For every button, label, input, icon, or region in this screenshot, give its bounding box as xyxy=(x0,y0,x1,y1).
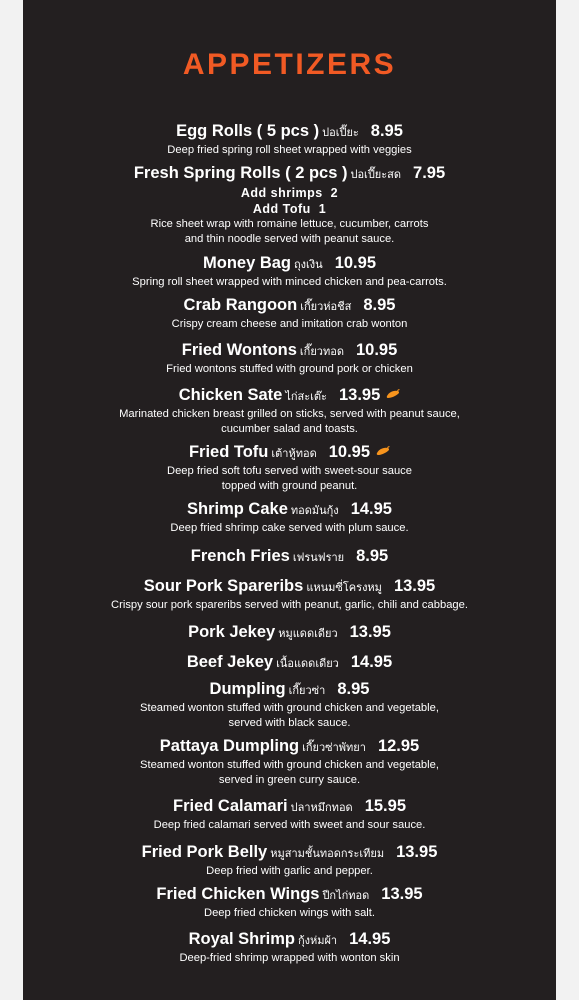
item-description: and thin noodle served with peanut sauce. xyxy=(184,233,395,245)
item-name: Dumpling xyxy=(209,680,286,698)
item-description: Deep fried calamari served with sweet and sour sauce. xyxy=(153,819,426,831)
item-price: 8.95 xyxy=(370,122,403,140)
item-thai-name: แหนมซี่โครงหมู xyxy=(306,581,382,594)
menu-item-crab-rangoon xyxy=(23,295,556,332)
item-name: Sour Pork Spareribs xyxy=(143,577,304,595)
menu-item-chicken-sate xyxy=(23,385,556,437)
item-header xyxy=(23,442,556,464)
item-header xyxy=(23,546,556,568)
item-price: 8.95 xyxy=(356,547,389,565)
menu-item-fried-chicken-wings xyxy=(23,884,556,921)
item-name: Fresh Spring Rolls ( 2 pcs ) xyxy=(133,164,348,182)
item-description: topped with ground peanut. xyxy=(221,480,358,492)
item-description: Deep-fried shrimp wrapped with wonton skin xyxy=(179,952,400,964)
item-thai-name: เกี๊ยวซ่าพัทยา xyxy=(302,741,366,754)
item-header xyxy=(23,796,556,818)
item-thai-name: ถุงเงิน xyxy=(294,258,323,271)
item-description: Fried wontons stuffed with ground pork or chicken xyxy=(166,363,413,375)
menu-panel xyxy=(23,0,556,1000)
item-price: 8.95 xyxy=(337,680,370,698)
item-description: cucumber salad and toasts. xyxy=(221,423,358,435)
item-name: Pork Jekey xyxy=(188,623,276,641)
item-thai-name: กุ้งห่มผ้า xyxy=(297,934,338,947)
item-header xyxy=(23,736,556,758)
menu-item-french-fries xyxy=(23,546,556,568)
item-description: Steamed wonton stuffed with ground chicken and vegetable, xyxy=(140,702,439,714)
item-name: Chicken Sate xyxy=(178,386,283,404)
item-price: 7.95 xyxy=(413,164,446,182)
item-thai-name: หมูสามชั้นทอดกระเทียม xyxy=(270,847,385,860)
item-price: 13.95 xyxy=(349,623,391,641)
item-thai-name: ปลาหมึกทอด xyxy=(290,801,353,814)
menu-item-money-bag xyxy=(23,253,556,290)
menu-item-dumpling xyxy=(23,679,556,731)
item-name: Fried Chicken Wings xyxy=(156,885,320,903)
item-price: 8.95 xyxy=(363,296,396,314)
menu-item-egg-rolls xyxy=(23,121,556,158)
menu-item-fried-wontons xyxy=(23,340,556,377)
item-header xyxy=(23,884,556,906)
item-description: Deep fried with garlic and pepper. xyxy=(206,865,373,877)
item-addon-tofu: Add Tofu 1 xyxy=(252,202,327,216)
item-header xyxy=(23,253,556,275)
item-description: Rice sheet wrap with romaine lettuce, cucumber, carrots xyxy=(150,218,429,230)
item-description: Deep fried spring roll sheet wrapped with veggies xyxy=(167,144,412,156)
item-description: Deep fried shrimp cake served with plum sauce. xyxy=(170,522,409,534)
item-addon-shrimps: Add shrimps 2 xyxy=(240,186,339,200)
item-name: Money Bag xyxy=(203,254,292,272)
item-header xyxy=(23,385,556,407)
section-title: APPETIZERS xyxy=(182,48,397,81)
item-thai-name: ปอเปี๊ยะ xyxy=(322,126,359,139)
item-price: 14.95 xyxy=(350,653,393,671)
item-description: served with black sauce. xyxy=(228,717,351,729)
menu-item-pattaya-dumpling xyxy=(23,736,556,788)
item-price: 12.95 xyxy=(377,737,420,755)
item-price: 13.95 xyxy=(393,577,436,595)
item-price: 10.95 xyxy=(328,443,371,461)
item-name: French Fries xyxy=(190,547,290,565)
item-name: Egg Rolls ( 5 pcs ) xyxy=(176,122,320,140)
item-thai-name: เนื้อแดดเดียว xyxy=(276,657,339,670)
item-price: 10.95 xyxy=(355,341,398,359)
item-price: 13.95 xyxy=(338,386,381,404)
item-description: Crispy cream cheese and imitation crab wonton xyxy=(171,318,408,330)
item-description: Steamed wonton stuffed with ground chicken and vegetable, xyxy=(140,759,439,771)
menu-item-fried-calamari xyxy=(23,796,556,833)
item-price: 15.95 xyxy=(364,797,406,815)
item-header xyxy=(23,929,556,951)
item-description: Deep fried chicken wings with salt. xyxy=(204,907,375,919)
item-name: Crab Rangoon xyxy=(183,296,298,314)
item-description: Deep fried soft tofu served with sweet-sour sauce xyxy=(167,465,412,477)
item-header xyxy=(23,340,556,362)
item-name: Fried Calamari xyxy=(172,797,288,815)
spicy-pepper-icon xyxy=(376,446,390,456)
item-thai-name: เต้าหู้ทอด xyxy=(271,447,317,460)
menu-item-shrimp-cake xyxy=(23,499,556,536)
item-thai-name: หมูแดดเดียว xyxy=(278,627,338,640)
item-header xyxy=(23,163,556,185)
item-name: Royal Shrimp xyxy=(188,930,295,948)
item-thai-name: เกี๊ยวซ่า xyxy=(288,684,326,697)
item-header xyxy=(23,576,556,598)
item-thai-name: ปีกไก่ทอด xyxy=(322,889,370,902)
item-price: 10.95 xyxy=(334,254,376,272)
item-name: Fried Pork Belly xyxy=(141,843,268,861)
item-price: 14.95 xyxy=(349,930,391,948)
menu-item-sour-pork-spareribs xyxy=(23,576,556,613)
item-header xyxy=(23,652,556,674)
spicy-pepper-icon xyxy=(386,389,400,399)
item-header xyxy=(23,842,556,864)
item-thai-name: ปอเปี๊ยะสด xyxy=(350,168,402,181)
item-header xyxy=(23,295,556,317)
menu-item-fried-tofu xyxy=(23,442,556,494)
item-price: 13.95 xyxy=(381,885,423,903)
item-price: 13.95 xyxy=(396,843,438,861)
menu-item-beef-jekey xyxy=(23,652,556,674)
item-thai-name: เกี๊ยวทอด xyxy=(299,345,344,358)
menu-item-royal-shrimp xyxy=(23,929,556,966)
item-thai-name: ไก่สะเต๊ะ xyxy=(285,390,327,403)
item-description: Crispy sour pork spareribs served with peanut, garlic, chili and cabbage. xyxy=(111,599,468,611)
item-name: Shrimp Cake xyxy=(187,500,288,518)
menu-item-fresh-spring-rolls xyxy=(23,163,556,247)
item-name: Pattaya Dumpling xyxy=(159,737,300,755)
item-name: Fried Wontons xyxy=(181,341,297,359)
item-header xyxy=(23,622,556,644)
menu-item-pork-jekey xyxy=(23,622,556,644)
item-header xyxy=(23,679,556,701)
item-description: served in green curry sauce. xyxy=(218,774,361,786)
menu-item-fried-pork-belly xyxy=(23,842,556,879)
item-thai-name: เฟรนฟราย xyxy=(292,551,345,564)
item-description: Marinated chicken breast grilled on sticks, served with peanut sauce, xyxy=(119,408,460,420)
item-name: Beef Jekey xyxy=(186,653,274,671)
item-price: 14.95 xyxy=(350,500,392,518)
item-header xyxy=(23,499,556,521)
item-thai-name: ทอดมันกุ้ง xyxy=(290,504,339,517)
item-name: Fried Tofu xyxy=(188,443,269,461)
item-thai-name: เกี๊ยวห่อชีส xyxy=(300,300,352,313)
item-header xyxy=(23,121,556,143)
item-description: Spring roll sheet wrapped with minced chicken and pea-carrots. xyxy=(132,276,447,288)
